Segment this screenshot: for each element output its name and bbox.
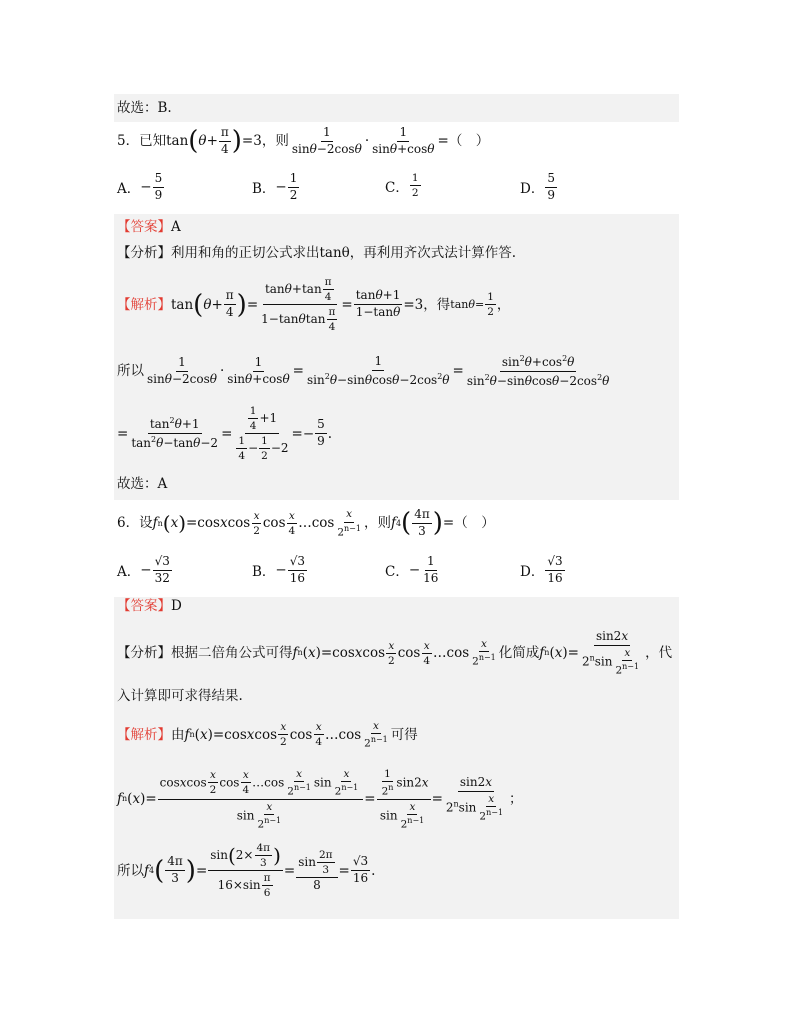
q6-solution-line3: 所以 f 4 ( $\frac{4\pi}{3}$ ) = sin(2× $\frac{4\pi}{3}$ ) 16×sin $\frac{\pi}{6}$ = sin $\frac{2\pi}{3}$ 8 = $\frac{√3}{16}$ . <box>117 842 376 900</box>
q5-option-c[interactable]: C． $\frac{1}{2}$ <box>385 172 419 200</box>
q5-analysis: 【分析】利用和角的正切公式求出tanθ，再利用齐次式法计算作答. <box>117 245 517 261</box>
q5-option-d[interactable]: D． $\frac{5}{9}$ <box>520 171 555 202</box>
q5-solution-line3: = $\frac{\tan^2\theta+1}{\tan^2\theta-\tan\theta-2}$ = $\frac{1}{4}$ +1 $\frac{1}{4}$ − $\frac{1}{2}$ −2 =− $\frac{5}{9}$ . <box>117 405 333 463</box>
q6-analysis-line2: 入计算即可求得结果. <box>117 688 243 704</box>
q5-answer: 【答案】A <box>117 219 181 235</box>
q5-conclusion: 故选：A <box>117 476 168 492</box>
q6-option-b[interactable]: B． − $\frac{√3}{16}$ <box>252 554 306 585</box>
q5-solution-line2: 所以 $\frac{1}{\sin\theta-2\cos\theta}$ · $\frac{1}{\sin\theta+\cos\theta}$ = $\frac{1}{\sin^2\theta-\sin\theta\cos\theta-2\cos^2\theta}$ = $\frac{\sin^2\theta+\cos^2\theta}{\sin^2\theta-\sin\theta\cos\theta-2\cos^2\theta}$ <box>117 354 610 388</box>
q5-stem: 5．已知 tan ( θ + $\frac{\pi}{4}$ ) =3 ，则 $\frac{1}{\sin\theta-2\cos\theta}$ · $\frac{1}{\sin\theta+\cos\theta}$ = （ ） <box>117 125 490 157</box>
q6-option-a[interactable]: A． − $\frac{√3}{32}$ <box>117 554 170 585</box>
q6-solution-line1: 【解析】 由 f n ( x )=cos x cos $\frac{x}{2}$ cos $\frac{x}{4}$ …cos $\frac{x}{2^{n-1}}$ 可得 <box>117 720 418 750</box>
q5-option-a[interactable]: A． − $\frac{5}{9}$ <box>117 171 163 202</box>
q6-option-d[interactable]: D． $\frac{√3}{16}$ <box>520 554 563 585</box>
q4-conclusion: 故选：B. <box>117 100 172 116</box>
q4-conclusion-block <box>114 94 679 122</box>
q5-option-b[interactable]: B． − $\frac{1}{2}$ <box>252 171 298 202</box>
q6-option-c[interactable]: C． − $\frac{1}{16}$ <box>385 554 439 585</box>
q5-solution-line1: 【解析】 tan ( θ + $\frac{\pi}{4}$ ) = tanθ+tan $\frac{\pi}{4}$ 1−tanθtan $\frac{\pi}{4}$ = $\frac{\tan\theta+1}{1-\tan\theta}$ =3 ，得 tanθ= $\frac{1}{2}$ ， <box>117 276 511 334</box>
q6-solution-line2: f n ( x )= cosxcos $\frac{x}{2}$ cos $\frac{x}{4}$ …cos $\frac{x}{2^{n-1}}$ sin $\frac{x}{2^{n-1}}$ sin $\frac{x}{2^{n-1}}$ = $\frac{1}{2^n}$ sin2x sin $\frac{x}{2^{n-1}}$ = sin2x 2$^n$sin $\frac{x}{2^{n-1}}$ ； <box>117 768 523 831</box>
q6-answer: 【答案】D <box>117 598 182 614</box>
q6-analysis-line1: 【分析】 根据二倍角公式可得 f n ( x )=cos x cos $\frac{x}{2}$ cos $\frac{x}{4}$ …cos $\frac{x}{2^{n-1}}$ 化简成 f n ( x )= sin2x 2$^n$sin $\frac{x}{2^{n-1}}$ ，代 <box>117 629 673 677</box>
q6-stem: 6．设 f n ( x ) =cos x cos $\frac{x}{2}$ cos $\frac{x}{4}$ …cos $\frac{x}{2^{n-1}}$ ，则 f 4 ( $\frac{4\pi}{3}$ ) = （ ） <box>117 507 495 539</box>
